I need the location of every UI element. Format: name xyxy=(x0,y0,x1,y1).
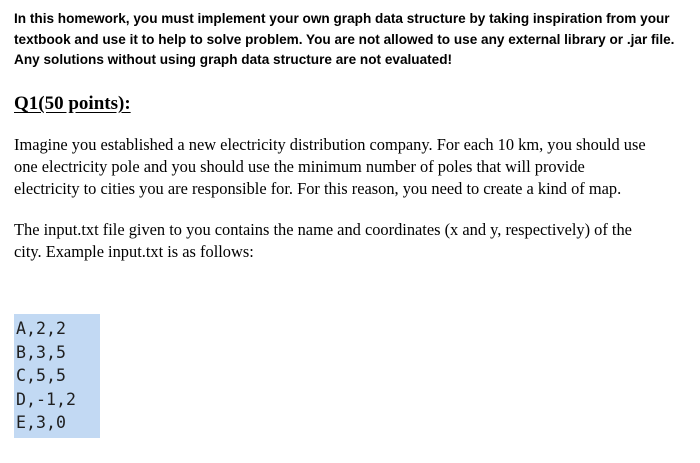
paragraph-line: city. Example input.txt is as follows: xyxy=(14,242,254,261)
input-line: B,3,5 xyxy=(16,342,66,362)
input-example-block[interactable] xyxy=(14,314,100,438)
paragraph-line: one electricity pole and you should use the minimum number of poles that will provide xyxy=(14,157,585,176)
paragraph-line: electricity to cities you are responsible for. For this reason, you need to create a kind of map. xyxy=(14,179,622,198)
instruction-line: Any solutions without using graph data structure are not evaluated! xyxy=(14,52,453,67)
paragraph-line: The input.txt file given to you contains the name and coordinates (x and y, respectively) of the xyxy=(14,220,632,239)
input-description xyxy=(14,219,632,263)
input-line: E,3,0 xyxy=(16,413,66,432)
instruction-line: textbook and use it to help to solve problem. You are not allowed to use any external library or .jar file. xyxy=(14,31,675,47)
question-title: Q1(50 points): xyxy=(14,93,131,114)
instruction-line: In this homework, you must implement your own graph data structure by taking inspiration from your xyxy=(14,11,670,26)
input-line: D,-1,2 xyxy=(16,389,76,409)
problem-description xyxy=(14,134,646,200)
input-line: A,2,2 xyxy=(16,319,66,338)
input-line: C,5,5 xyxy=(16,366,66,385)
homework-instructions xyxy=(14,9,694,71)
paragraph-line: Imagine you established a new electricity distribution company. For each 10 km, you should use xyxy=(14,135,646,154)
